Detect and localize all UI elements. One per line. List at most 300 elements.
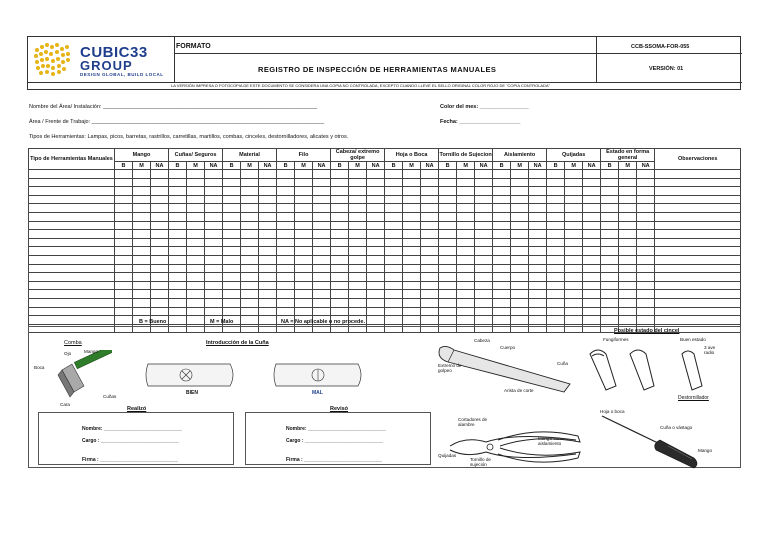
- table-cell[interactable]: [29, 255, 115, 264]
- table-cell[interactable]: [439, 212, 457, 221]
- table-cell[interactable]: [583, 281, 601, 290]
- table-cell[interactable]: [151, 264, 169, 273]
- table-cell[interactable]: [601, 247, 619, 256]
- table-cell[interactable]: [421, 298, 439, 307]
- table-cell[interactable]: [223, 264, 241, 273]
- table-cell[interactable]: [259, 238, 277, 247]
- table-cell[interactable]: [457, 178, 475, 187]
- table-cell[interactable]: [619, 230, 637, 239]
- table-cell[interactable]: [493, 316, 511, 325]
- table-cell[interactable]: [241, 273, 259, 282]
- table-cell[interactable]: [331, 212, 349, 221]
- table-cell[interactable]: [493, 247, 511, 256]
- table-cell[interactable]: [529, 178, 547, 187]
- table-cell[interactable]: [385, 187, 403, 196]
- table-cell[interactable]: [241, 178, 259, 187]
- table-cell[interactable]: [385, 281, 403, 290]
- table-cell[interactable]: [475, 247, 493, 256]
- table-cell[interactable]: [385, 212, 403, 221]
- table-cell[interactable]: [187, 273, 205, 282]
- table-cell[interactable]: [187, 255, 205, 264]
- table-cell[interactable]: [385, 298, 403, 307]
- table-cell[interactable]: [29, 247, 115, 256]
- table-cell[interactable]: [475, 290, 493, 299]
- table-cell[interactable]: [223, 238, 241, 247]
- table-cell[interactable]: [493, 204, 511, 213]
- table-cell[interactable]: [151, 221, 169, 230]
- table-cell[interactable]: [565, 187, 583, 196]
- table-cell[interactable]: [349, 255, 367, 264]
- table-cell[interactable]: [115, 238, 133, 247]
- table-cell[interactable]: [295, 238, 313, 247]
- table-cell[interactable]: [583, 255, 601, 264]
- table-cell[interactable]: [187, 281, 205, 290]
- table-cell[interactable]: [601, 298, 619, 307]
- table-cell[interactable]: [313, 238, 331, 247]
- table-cell[interactable]: [655, 170, 741, 179]
- table-cell[interactable]: [259, 204, 277, 213]
- table-cell[interactable]: [493, 187, 511, 196]
- table-cell[interactable]: [637, 212, 655, 221]
- table-cell[interactable]: [439, 221, 457, 230]
- table-cell[interactable]: [295, 307, 313, 316]
- table-cell[interactable]: [511, 170, 529, 179]
- table-cell[interactable]: [403, 273, 421, 282]
- table-cell[interactable]: [151, 255, 169, 264]
- table-cell[interactable]: [349, 247, 367, 256]
- table-cell[interactable]: [493, 307, 511, 316]
- table-cell[interactable]: [115, 204, 133, 213]
- table-cell[interactable]: [205, 230, 223, 239]
- table-cell[interactable]: [223, 307, 241, 316]
- table-cell[interactable]: [169, 178, 187, 187]
- table-cell[interactable]: [169, 230, 187, 239]
- table-cell[interactable]: [29, 290, 115, 299]
- table-cell[interactable]: [349, 170, 367, 179]
- table-cell[interactable]: [637, 273, 655, 282]
- table-cell[interactable]: [295, 247, 313, 256]
- table-cell[interactable]: [529, 238, 547, 247]
- table-cell[interactable]: [511, 178, 529, 187]
- table-cell[interactable]: [403, 204, 421, 213]
- table-cell[interactable]: [619, 298, 637, 307]
- table-cell[interactable]: [547, 307, 565, 316]
- table-cell[interactable]: [205, 170, 223, 179]
- table-cell[interactable]: [547, 290, 565, 299]
- table-cell[interactable]: [403, 230, 421, 239]
- table-cell[interactable]: [403, 316, 421, 325]
- table-cell[interactable]: [277, 170, 295, 179]
- table-cell[interactable]: [349, 290, 367, 299]
- table-cell[interactable]: [601, 195, 619, 204]
- table-cell[interactable]: [583, 230, 601, 239]
- table-cell[interactable]: [277, 255, 295, 264]
- table-cell[interactable]: [583, 178, 601, 187]
- table-cell[interactable]: [331, 170, 349, 179]
- table-cell[interactable]: [313, 221, 331, 230]
- table-cell[interactable]: [601, 290, 619, 299]
- table-cell[interactable]: [259, 255, 277, 264]
- table-cell[interactable]: [367, 204, 385, 213]
- table-cell[interactable]: [313, 178, 331, 187]
- table-cell[interactable]: [511, 273, 529, 282]
- table-cell[interactable]: [583, 187, 601, 196]
- table-cell[interactable]: [295, 195, 313, 204]
- table-cell[interactable]: [493, 170, 511, 179]
- table-cell[interactable]: [403, 264, 421, 273]
- table-cell[interactable]: [511, 230, 529, 239]
- table-cell[interactable]: [295, 187, 313, 196]
- table-cell[interactable]: [601, 170, 619, 179]
- table-cell[interactable]: [637, 204, 655, 213]
- table-cell[interactable]: [421, 247, 439, 256]
- table-cell[interactable]: [241, 170, 259, 179]
- table-cell[interactable]: [331, 290, 349, 299]
- table-cell[interactable]: [655, 221, 741, 230]
- table-cell[interactable]: [331, 178, 349, 187]
- table-cell[interactable]: [223, 170, 241, 179]
- table-cell[interactable]: [29, 273, 115, 282]
- table-cell[interactable]: [493, 212, 511, 221]
- table-cell[interactable]: [457, 273, 475, 282]
- table-cell[interactable]: [313, 290, 331, 299]
- table-cell[interactable]: [331, 307, 349, 316]
- table-cell[interactable]: [133, 170, 151, 179]
- table-cell[interactable]: [601, 178, 619, 187]
- table-cell[interactable]: [385, 170, 403, 179]
- table-cell[interactable]: [475, 273, 493, 282]
- table-cell[interactable]: [547, 247, 565, 256]
- table-cell[interactable]: [277, 281, 295, 290]
- table-cell[interactable]: [295, 221, 313, 230]
- table-cell[interactable]: [313, 230, 331, 239]
- table-cell[interactable]: [385, 178, 403, 187]
- table-cell[interactable]: [475, 316, 493, 325]
- table-cell[interactable]: [313, 204, 331, 213]
- table-cell[interactable]: [115, 307, 133, 316]
- table-cell[interactable]: [205, 204, 223, 213]
- table-cell[interactable]: [475, 307, 493, 316]
- table-cell[interactable]: [367, 316, 385, 325]
- table-cell[interactable]: [115, 221, 133, 230]
- table-cell[interactable]: [385, 307, 403, 316]
- table-cell[interactable]: [169, 307, 187, 316]
- table-cell[interactable]: [29, 178, 115, 187]
- table-cell[interactable]: [241, 204, 259, 213]
- table-cell[interactable]: [601, 221, 619, 230]
- table-cell[interactable]: [619, 204, 637, 213]
- table-cell[interactable]: [439, 264, 457, 273]
- table-cell[interactable]: [385, 290, 403, 299]
- sig-right-role[interactable]: Cargo : ____________________________: [286, 438, 383, 444]
- table-cell[interactable]: [331, 195, 349, 204]
- table-cell[interactable]: [511, 238, 529, 247]
- table-cell[interactable]: [421, 273, 439, 282]
- table-cell[interactable]: [565, 316, 583, 325]
- table-cell[interactable]: [349, 204, 367, 213]
- table-cell[interactable]: [565, 307, 583, 316]
- table-cell[interactable]: [529, 230, 547, 239]
- table-cell[interactable]: [493, 238, 511, 247]
- table-cell[interactable]: [205, 221, 223, 230]
- table-cell[interactable]: [367, 238, 385, 247]
- table-cell[interactable]: [29, 238, 115, 247]
- table-cell[interactable]: [619, 238, 637, 247]
- table-cell[interactable]: [29, 307, 115, 316]
- table-cell[interactable]: [349, 273, 367, 282]
- table-cell[interactable]: [655, 281, 741, 290]
- table-cell[interactable]: [349, 238, 367, 247]
- table-cell[interactable]: [619, 247, 637, 256]
- table-cell[interactable]: [223, 187, 241, 196]
- table-cell[interactable]: [565, 255, 583, 264]
- table-cell[interactable]: [601, 204, 619, 213]
- table-cell[interactable]: [187, 247, 205, 256]
- table-cell[interactable]: [115, 273, 133, 282]
- table-cell[interactable]: [655, 204, 741, 213]
- table-cell[interactable]: [637, 247, 655, 256]
- table-cell[interactable]: [223, 255, 241, 264]
- table-cell[interactable]: [187, 170, 205, 179]
- table-cell[interactable]: [655, 247, 741, 256]
- table-cell[interactable]: [169, 298, 187, 307]
- table-cell[interactable]: [655, 264, 741, 273]
- table-cell[interactable]: [457, 170, 475, 179]
- table-cell[interactable]: [205, 247, 223, 256]
- table-cell[interactable]: [439, 230, 457, 239]
- sig-left-sign[interactable]: Firma : ____________________________: [82, 457, 178, 463]
- table-cell[interactable]: [439, 187, 457, 196]
- table-cell[interactable]: [223, 281, 241, 290]
- table-cell[interactable]: [133, 307, 151, 316]
- table-cell[interactable]: [565, 195, 583, 204]
- table-cell[interactable]: [601, 307, 619, 316]
- table-cell[interactable]: [619, 187, 637, 196]
- table-cell[interactable]: [169, 264, 187, 273]
- table-cell[interactable]: [565, 247, 583, 256]
- table-cell[interactable]: [259, 221, 277, 230]
- table-cell[interactable]: [367, 298, 385, 307]
- table-cell[interactable]: [349, 307, 367, 316]
- table-cell[interactable]: [187, 212, 205, 221]
- table-cell[interactable]: [385, 264, 403, 273]
- table-cell[interactable]: [259, 316, 277, 325]
- table-cell[interactable]: [619, 195, 637, 204]
- table-cell[interactable]: [367, 178, 385, 187]
- table-cell[interactable]: [241, 221, 259, 230]
- table-cell[interactable]: [637, 316, 655, 325]
- table-cell[interactable]: [547, 187, 565, 196]
- table-cell[interactable]: [547, 212, 565, 221]
- table-cell[interactable]: [565, 281, 583, 290]
- table-cell[interactable]: [29, 212, 115, 221]
- table-cell[interactable]: [475, 170, 493, 179]
- table-cell[interactable]: [313, 170, 331, 179]
- table-cell[interactable]: [29, 221, 115, 230]
- table-cell[interactable]: [115, 298, 133, 307]
- table-cell[interactable]: [655, 238, 741, 247]
- table-cell[interactable]: [349, 212, 367, 221]
- table-cell[interactable]: [151, 298, 169, 307]
- table-cell[interactable]: [511, 307, 529, 316]
- table-cell[interactable]: [439, 238, 457, 247]
- table-cell[interactable]: [331, 238, 349, 247]
- table-cell[interactable]: [403, 187, 421, 196]
- table-cell[interactable]: [205, 255, 223, 264]
- table-cell[interactable]: [457, 290, 475, 299]
- table-cell[interactable]: [367, 247, 385, 256]
- table-cell[interactable]: [565, 170, 583, 179]
- table-cell[interactable]: [259, 195, 277, 204]
- table-cell[interactable]: [475, 264, 493, 273]
- table-cell[interactable]: [655, 212, 741, 221]
- table-cell[interactable]: [475, 230, 493, 239]
- table-cell[interactable]: [313, 273, 331, 282]
- table-cell[interactable]: [511, 264, 529, 273]
- table-cell[interactable]: [259, 212, 277, 221]
- table-cell[interactable]: [457, 230, 475, 239]
- table-cell[interactable]: [547, 204, 565, 213]
- table-cell[interactable]: [349, 187, 367, 196]
- table-cell[interactable]: [133, 273, 151, 282]
- table-cell[interactable]: [601, 273, 619, 282]
- table-cell[interactable]: [511, 204, 529, 213]
- table-cell[interactable]: [403, 178, 421, 187]
- table-cell[interactable]: [313, 255, 331, 264]
- table-cell[interactable]: [547, 255, 565, 264]
- table-cell[interactable]: [331, 247, 349, 256]
- table-cell[interactable]: [205, 264, 223, 273]
- table-cell[interactable]: [29, 264, 115, 273]
- table-cell[interactable]: [547, 238, 565, 247]
- table-cell[interactable]: [295, 273, 313, 282]
- table-cell[interactable]: [259, 178, 277, 187]
- table-cell[interactable]: [349, 298, 367, 307]
- table-cell[interactable]: [241, 298, 259, 307]
- table-cell[interactable]: [529, 316, 547, 325]
- color-field[interactable]: Color del mes: ________________: [440, 104, 529, 110]
- table-cell[interactable]: [295, 298, 313, 307]
- table-cell[interactable]: [367, 281, 385, 290]
- table-cell[interactable]: [475, 187, 493, 196]
- table-cell[interactable]: [475, 221, 493, 230]
- table-cell[interactable]: [169, 195, 187, 204]
- table-cell[interactable]: [241, 195, 259, 204]
- table-cell[interactable]: [169, 212, 187, 221]
- table-cell[interactable]: [205, 273, 223, 282]
- table-cell[interactable]: [349, 195, 367, 204]
- table-cell[interactable]: [223, 178, 241, 187]
- table-cell[interactable]: [295, 204, 313, 213]
- table-cell[interactable]: [385, 238, 403, 247]
- table-cell[interactable]: [151, 230, 169, 239]
- table-cell[interactable]: [493, 264, 511, 273]
- table-cell[interactable]: [529, 221, 547, 230]
- table-cell[interactable]: [547, 178, 565, 187]
- table-cell[interactable]: [205, 195, 223, 204]
- table-cell[interactable]: [29, 187, 115, 196]
- table-cell[interactable]: [511, 255, 529, 264]
- table-cell[interactable]: [223, 195, 241, 204]
- table-cell[interactable]: [583, 247, 601, 256]
- table-cell[interactable]: [529, 212, 547, 221]
- table-cell[interactable]: [439, 178, 457, 187]
- table-cell[interactable]: [637, 281, 655, 290]
- table-cell[interactable]: [457, 221, 475, 230]
- table-cell[interactable]: [223, 290, 241, 299]
- table-cell[interactable]: [421, 170, 439, 179]
- table-cell[interactable]: [637, 290, 655, 299]
- table-cell[interactable]: [277, 204, 295, 213]
- table-cell[interactable]: [331, 298, 349, 307]
- table-cell[interactable]: [511, 290, 529, 299]
- table-cell[interactable]: [619, 170, 637, 179]
- table-cell[interactable]: [655, 273, 741, 282]
- table-cell[interactable]: [619, 178, 637, 187]
- table-cell[interactable]: [439, 195, 457, 204]
- table-cell[interactable]: [529, 247, 547, 256]
- table-cell[interactable]: [29, 298, 115, 307]
- table-cell[interactable]: [151, 238, 169, 247]
- table-cell[interactable]: [133, 204, 151, 213]
- table-cell[interactable]: [349, 264, 367, 273]
- table-cell[interactable]: [295, 290, 313, 299]
- table-cell[interactable]: [655, 316, 741, 325]
- table-cell[interactable]: [295, 255, 313, 264]
- table-cell[interactable]: [457, 187, 475, 196]
- table-cell[interactable]: [529, 281, 547, 290]
- table-cell[interactable]: [547, 273, 565, 282]
- table-cell[interactable]: [241, 212, 259, 221]
- table-cell[interactable]: [187, 290, 205, 299]
- table-cell[interactable]: [619, 316, 637, 325]
- table-cell[interactable]: [439, 273, 457, 282]
- table-cell[interactable]: [331, 281, 349, 290]
- table-cell[interactable]: [637, 255, 655, 264]
- table-cell[interactable]: [421, 187, 439, 196]
- table-cell[interactable]: [619, 255, 637, 264]
- table-cell[interactable]: [133, 230, 151, 239]
- table-cell[interactable]: [151, 204, 169, 213]
- table-cell[interactable]: [655, 307, 741, 316]
- table-cell[interactable]: [457, 316, 475, 325]
- table-cell[interactable]: [565, 264, 583, 273]
- table-cell[interactable]: [29, 281, 115, 290]
- table-cell[interactable]: [529, 170, 547, 179]
- table-cell[interactable]: [655, 298, 741, 307]
- table-cell[interactable]: [565, 290, 583, 299]
- table-cell[interactable]: [403, 212, 421, 221]
- table-cell[interactable]: [223, 230, 241, 239]
- table-cell[interactable]: [29, 195, 115, 204]
- table-cell[interactable]: [115, 170, 133, 179]
- table-cell[interactable]: [313, 281, 331, 290]
- table-cell[interactable]: [29, 204, 115, 213]
- table-cell[interactable]: [421, 290, 439, 299]
- table-cell[interactable]: [151, 290, 169, 299]
- table-cell[interactable]: [529, 290, 547, 299]
- table-cell[interactable]: [205, 298, 223, 307]
- table-cell[interactable]: [421, 307, 439, 316]
- table-cell[interactable]: [133, 195, 151, 204]
- table-cell[interactable]: [547, 170, 565, 179]
- table-cell[interactable]: [367, 187, 385, 196]
- table-cell[interactable]: [547, 230, 565, 239]
- table-cell[interactable]: [601, 264, 619, 273]
- table-cell[interactable]: [547, 221, 565, 230]
- table-cell[interactable]: [367, 290, 385, 299]
- table-cell[interactable]: [133, 264, 151, 273]
